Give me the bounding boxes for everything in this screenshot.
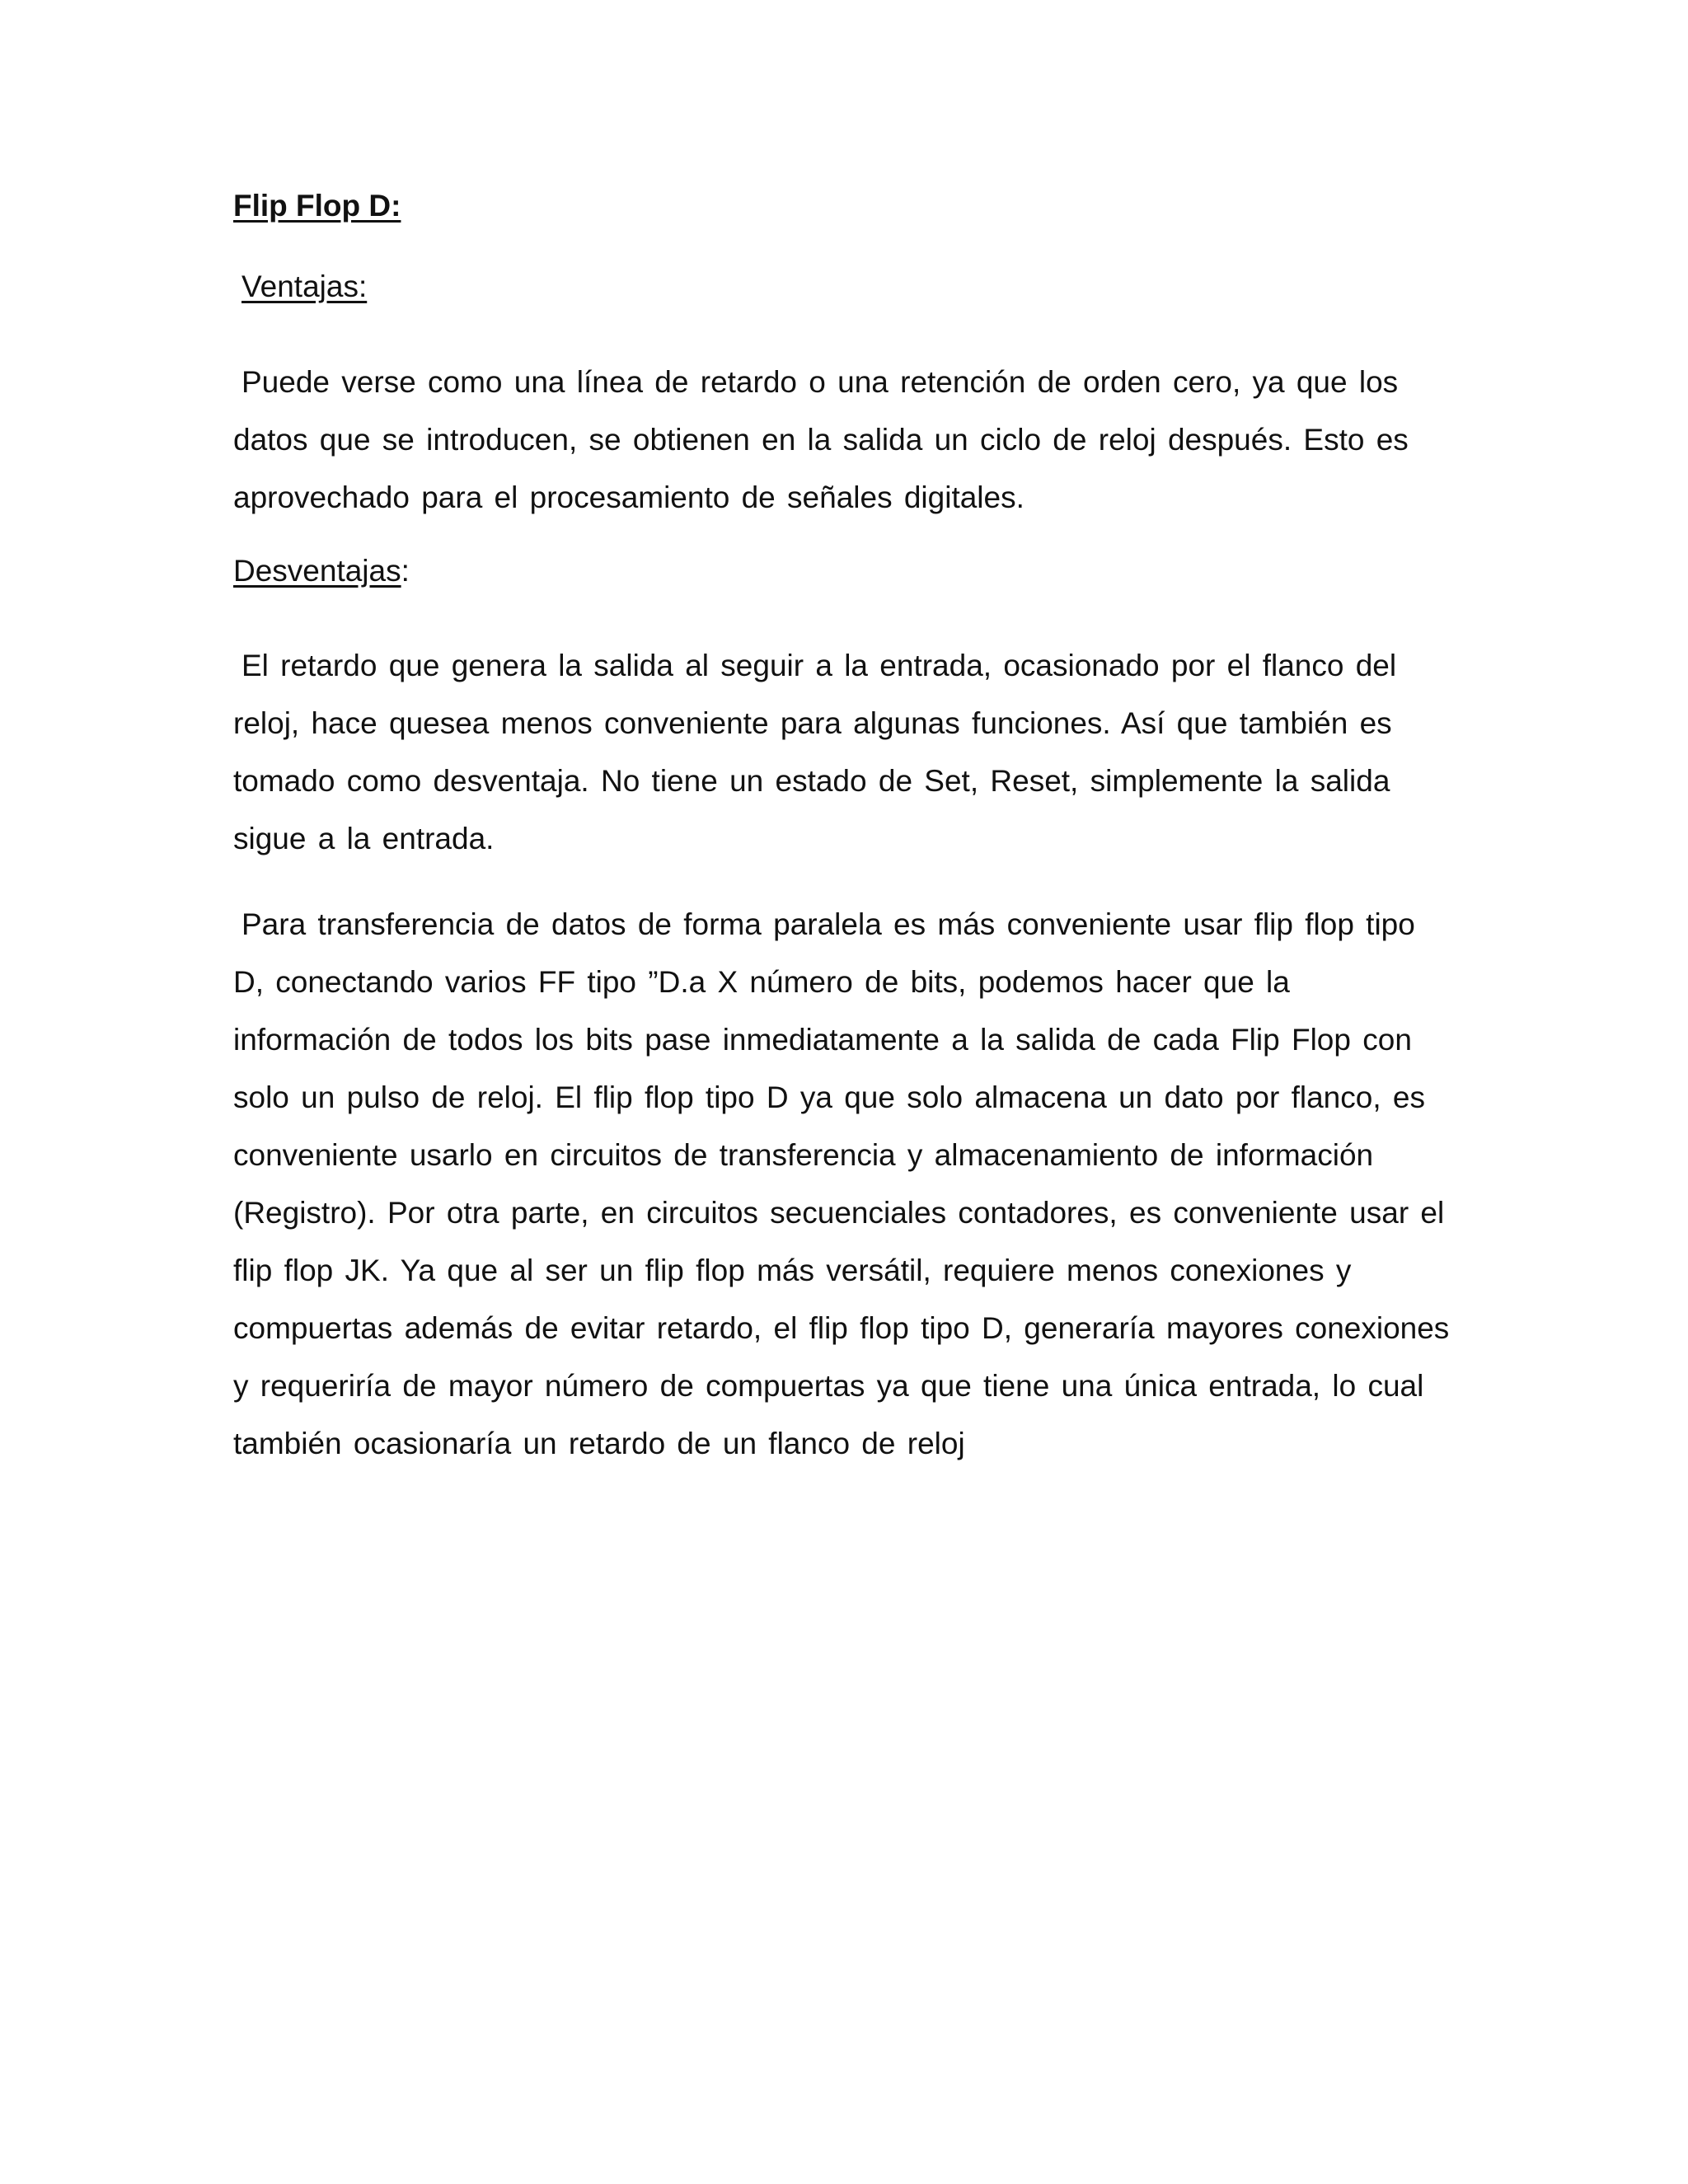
document-body — [233, 188, 1453, 1499]
ventajas-label: Ventajas: — [241, 269, 368, 304]
ventajas-heading — [233, 269, 1453, 305]
document-title: Flip Flop D: — [233, 189, 401, 223]
desventajas-paragraph: El retardo que genera la salida al seguir a la entrada, ocasionado por el flanco del reloj, hace quesea menos conveniente para algunas funciones. Así que también es tomado como desventaja. No tiene un estado de Set, Reset, simplemente la salida sigue a la entrada. — [233, 649, 1397, 856]
desventajas-heading — [233, 553, 1453, 589]
ventajas-paragraph: Puede verse como una línea de retardo o una retención de orden cero, ya que los datos que se introducen, se obtienen en la salida un ciclo de reloj después. Esto es aprovechado para el procesamiento de señales digitales. — [233, 364, 1409, 514]
conclusion-paragraph: Para transferencia de datos de forma paralela es más conveniente usar flip flop tipo D, conectando varios FF tipo ”D.a X número de bits, podemos hacer que la información de todos los bits pase inmediatamente a la salida de cada Flip Flop con solo un pulso de reloj. El flip flop tipo D ya que solo almacena un dato por flanco, es conveniente usarlo en circuitos de transferencia y almacenamiento de información (Registro). Por otra parte, en circuitos secuenciales contadores, es conveniente usar el flip flop JK. Ya que al ser un flip flop más versátil, requiere menos conexiones y compuertas además de evitar retardo, el flip flop tipo D, generaría mayores conexiones y requeriría de mayor número de compuertas ya que tiene una única entrada, lo cual también ocasionaría un retardo de un flanco de reloj — [233, 907, 1450, 1461]
desventajas-label: Desventajas — [233, 553, 401, 588]
desventajas-colon: : — [401, 553, 410, 588]
